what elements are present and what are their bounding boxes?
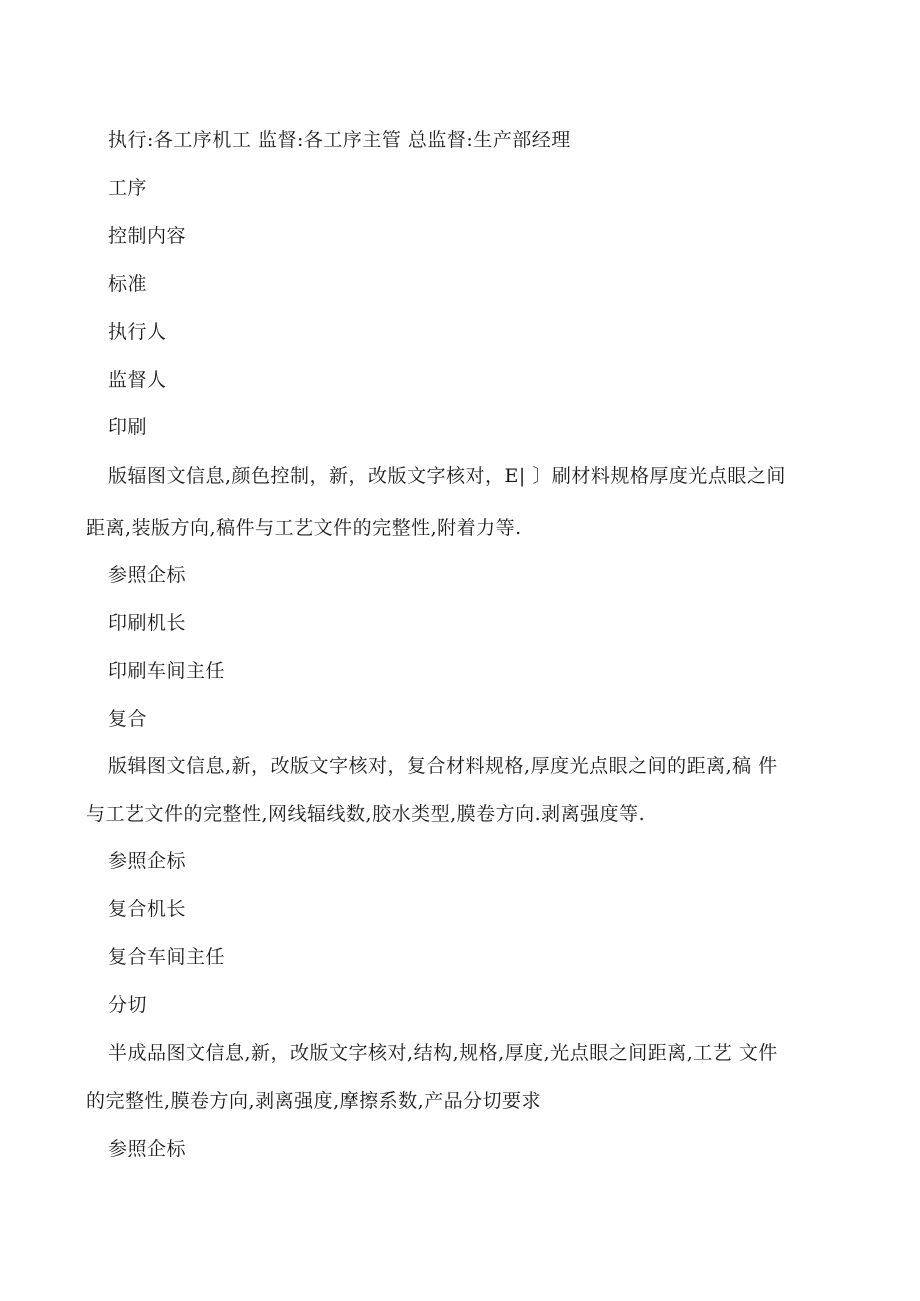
slitting-content-line2: 的完整性,膜卷方向,剥离强度,摩擦系数,产品分切要求 — [86, 1090, 542, 1112]
slitting-content-line1: 半成品图文信息,新，改版文字核对,结构,规格,厚度,光点眼之间距离,工艺 文件 — [108, 1042, 778, 1064]
slitting-process: 分切 — [108, 994, 148, 1016]
lamination-supervisor: 复合车间主任 — [108, 946, 226, 968]
header-supervisor: 监督人 — [108, 369, 167, 391]
lamination-content-line1: 版辑图文信息,新，改版文字核对，复合材料规格,厚度光点眼之间的距离,稿 件 — [108, 755, 778, 777]
responsibility-line: 执行:各工序机工 监督:各工序主管 总监督:生产部经理 — [108, 129, 571, 151]
printing-executor: 印刷机长 — [108, 612, 187, 634]
header-executor: 执行人 — [108, 321, 167, 343]
printing-content-line2: 距离,装版方向,稿件与工艺文件的完整性,附着力等. — [86, 517, 522, 539]
printing-process: 印刷 — [108, 416, 148, 438]
lamination-content-line2: 与工艺文件的完整性,网线辐线数,胶水类型,膜卷方向.剥离强度等. — [86, 803, 646, 825]
printing-supervisor: 印刷车间主任 — [108, 660, 226, 682]
lamination-process: 复合 — [108, 708, 148, 730]
lamination-standard: 参照企标 — [108, 850, 187, 872]
printing-content-line1: 版辐图文信息,颜色控制，新，改版文字核对，E| 〕刷材料规格厚度光点眼之间 — [108, 465, 786, 487]
slitting-standard: 参照企标 — [108, 1138, 187, 1160]
header-standard: 标准 — [108, 273, 148, 295]
header-control-content: 控制内容 — [108, 225, 187, 247]
printing-standard: 参照企标 — [108, 564, 187, 586]
lamination-executor: 复合机长 — [108, 898, 187, 920]
header-process: 工序 — [108, 177, 148, 199]
